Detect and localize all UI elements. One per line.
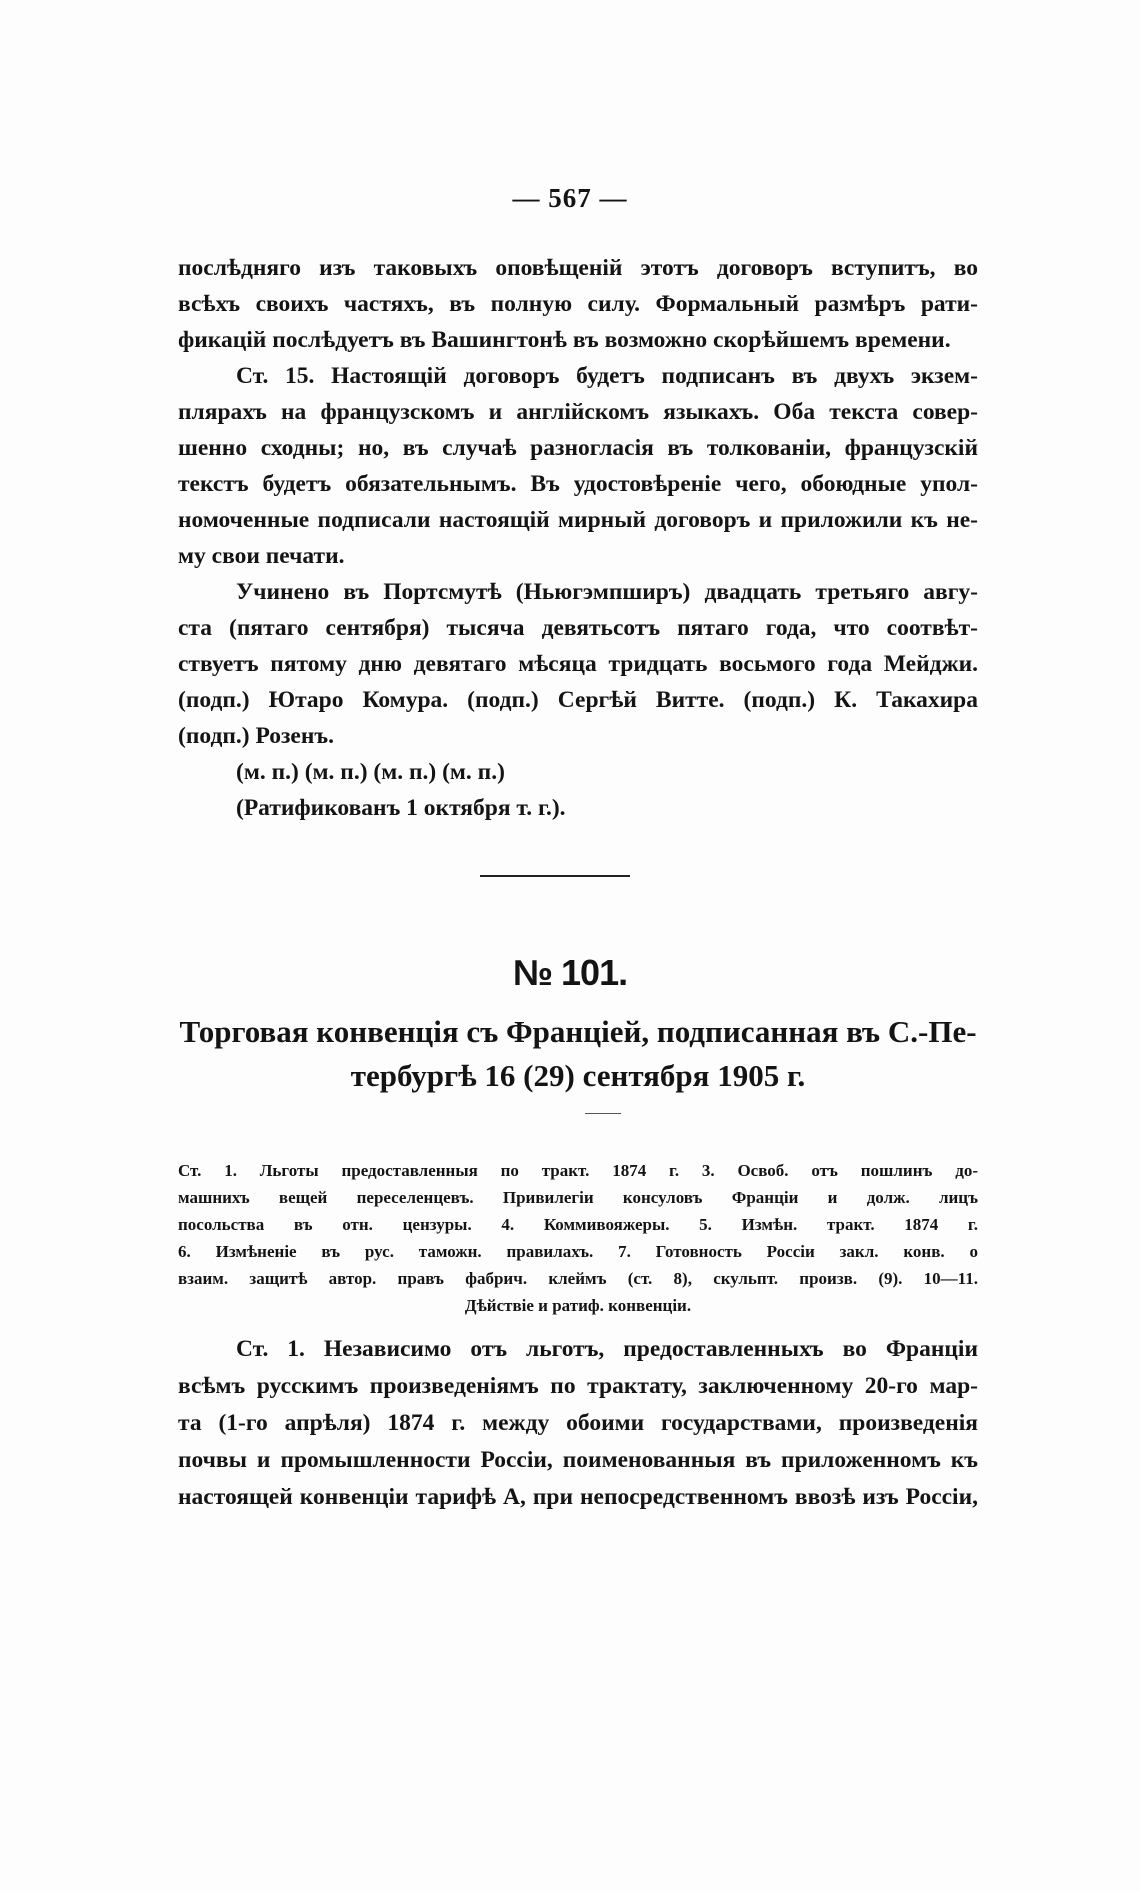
article-1 bbox=[178, 1331, 978, 1516]
text-line: почвы и промышленности Россіи, поименованныя въ приложенномъ къ bbox=[178, 1447, 978, 1473]
title-divider bbox=[585, 1113, 621, 1114]
summary-line: Дѣйствіе и ратиф. конвенціи. bbox=[464, 1296, 692, 1315]
text-line: (подп.) Розенъ. bbox=[178, 723, 334, 749]
ratification-line: (Ратификованъ 1 октября т. г.). bbox=[236, 795, 566, 821]
summary-line: взаим. защитѣ автор. правъ фабрич. клеймъ (ст. 8), скульпт. произв. (9). 10—11. bbox=[178, 1269, 978, 1288]
summary-line: Ст. 1. Льготы предоставленныя по тракт. 1874 г. 3. Освоб. отъ пошлинъ до- bbox=[178, 1161, 978, 1180]
seals-line: (м. п.) (м. п.) (м. п.) (м. п.) bbox=[236, 759, 505, 785]
summary-line: машнихъ вещей переселенцевъ. Привилегіи консуловъ Франціи и долж. лицъ bbox=[178, 1188, 978, 1207]
signing-block bbox=[178, 574, 978, 826]
text-line: послѣдняго изъ таковыхъ оповѣщеній этотъ договоръ вступитъ, во bbox=[178, 255, 978, 281]
text-line: настоящей конвенціи тарифѣ А, при непосредственномъ ввозѣ изъ Россіи, bbox=[178, 1484, 978, 1510]
text-line: ста (пятаго сентября) тысяча девятьсотъ пятаго года, что соотвѣт- bbox=[178, 615, 978, 641]
text-line: фикацій послѣдуетъ въ Вашингтонѣ въ возможно скорѣйшемъ времени. bbox=[178, 327, 951, 353]
text-line: ствуетъ пятому дню девятаго мѣсяца тридцать восьмого года Мейджи. bbox=[178, 651, 978, 677]
page-number: — 567 — bbox=[512, 183, 628, 213]
text-line: текстъ будетъ обязательнымъ. Въ удостовѣреніе чего, обоюдные упол- bbox=[178, 471, 978, 497]
title-line: Торговая конвенція съ Франціей, подписанная въ С.-Пе- bbox=[179, 1014, 977, 1049]
summary-line: 6. Измѣненіе въ рус. таможн. правилахъ. 7. Готовность Россіи закл. конв. о bbox=[178, 1242, 978, 1261]
text-line: Учинено въ Портсмутѣ (Ньюгэмпширъ) двадцать третьяго авгу- bbox=[236, 579, 978, 605]
summary-line: посольства въ отн. цензуры. 4. Коммивояжеры. 5. Измѣн. тракт. 1874 г. bbox=[178, 1215, 978, 1234]
text-line: Ст. 15. Настоящій договоръ будетъ подписанъ въ двухъ экзем- bbox=[236, 363, 978, 389]
contents-summary bbox=[178, 1157, 978, 1319]
title-line: тербургѣ 16 (29) сентября 1905 г. bbox=[350, 1058, 806, 1093]
text-line: номоченные подписали настоящій мирный договоръ и приложили къ не- bbox=[178, 507, 978, 533]
paragraph-text bbox=[178, 250, 978, 574]
text-line: та (1-го апрѣля) 1874 г. между обоими государствами, произведенія bbox=[178, 1410, 978, 1436]
text-line: (подп.) Ютаро Комура. (подп.) Сергѣй Витте. (подп.) К. Такахира bbox=[178, 687, 978, 713]
text-line: му свои печати. bbox=[178, 543, 345, 569]
paragraph-text bbox=[178, 1331, 978, 1516]
text-line: всѣхъ своихъ частяхъ, въ полную силу. Формальный размѣръ рати- bbox=[178, 291, 978, 317]
document-title bbox=[178, 1010, 978, 1098]
paragraph-text bbox=[178, 574, 978, 826]
section-divider bbox=[480, 875, 630, 877]
text-line: плярахъ на французскомъ и англійскомъ языкахъ. Оба текста совер- bbox=[178, 399, 978, 425]
text-line: Ст. 1. Независимо отъ льготъ, предоставленныхъ во Франціи bbox=[236, 1336, 978, 1362]
text-line: всѣмъ русскимъ произведеніямъ по трактату, заключенному 20-го мар- bbox=[178, 1373, 978, 1399]
continuation-paragraph bbox=[178, 250, 978, 574]
document-number: № 101. bbox=[512, 952, 628, 993]
text-line: шенно сходны; но, въ случаѣ разногласія въ толкованіи, французскій bbox=[178, 435, 978, 461]
